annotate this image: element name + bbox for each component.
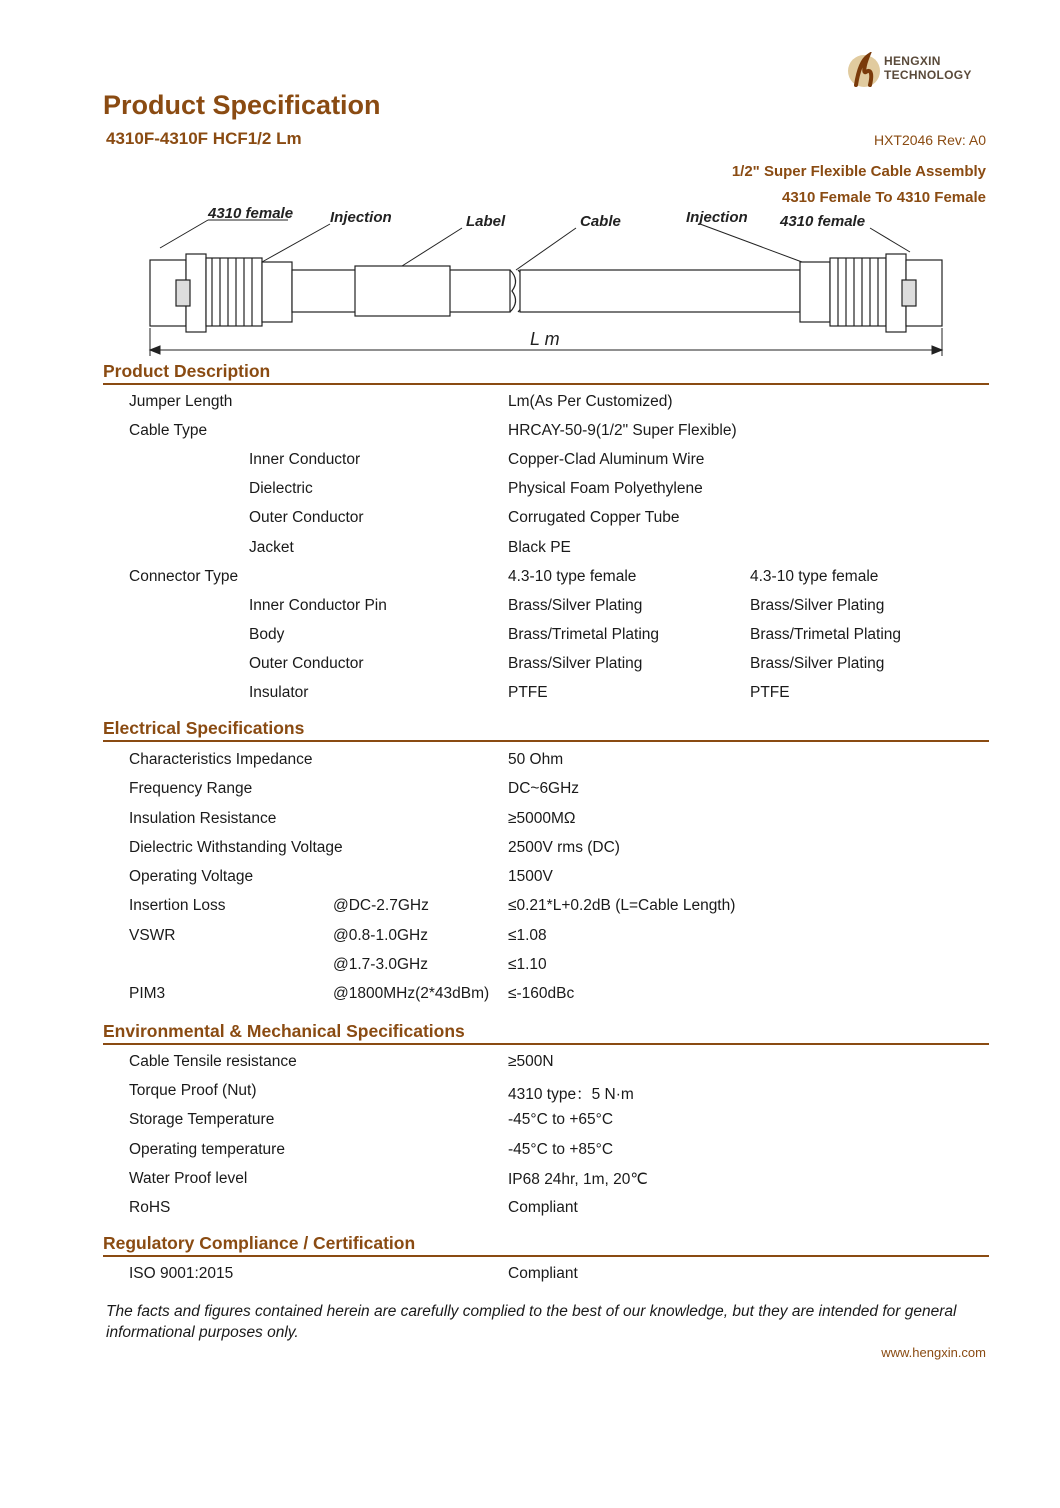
cable-assembly-diagram xyxy=(140,200,960,360)
spec-value: HRCAY-50-9(1/2" Super Flexible) xyxy=(508,422,737,440)
section-electrical xyxy=(103,718,989,742)
right-injection xyxy=(800,262,830,322)
table-row xyxy=(0,509,1060,538)
spec-subname: Inner Conductor Pin xyxy=(249,596,387,614)
spec-value: ≤-160dBc xyxy=(508,985,575,1002)
table-row xyxy=(0,780,1060,809)
table-row xyxy=(0,1082,1060,1111)
spec-name: Characteristics Impedance xyxy=(129,751,313,768)
section-regulatory xyxy=(103,1233,989,1257)
spec-subname: Dielectric xyxy=(249,480,313,498)
section-title: Regulatory Compliance / Certification xyxy=(103,1233,416,1253)
spec-value: Lm(As Per Customized) xyxy=(508,393,673,410)
table-row xyxy=(0,985,1060,1014)
spec-name: ISO 9001:2015 xyxy=(129,1265,234,1282)
spec-value: Brass/Silver Plating xyxy=(508,596,643,614)
spec-value-2: Brass/Silver Plating xyxy=(750,596,885,614)
spec-value-2: Brass/Trimetal Plating xyxy=(750,625,902,643)
table-row xyxy=(0,451,1060,480)
spec-value: ≥5000MΩ xyxy=(508,809,576,827)
left-connector-body xyxy=(206,258,262,326)
spec-value: 50 Ohm xyxy=(508,751,564,768)
spec-subname: Outer Conductor xyxy=(249,509,364,527)
table-row xyxy=(0,810,1060,839)
label-injection-left: Injection xyxy=(330,209,392,226)
table-row xyxy=(0,956,1060,985)
spec-value: Corrugated Copper Tube xyxy=(508,509,680,527)
spec-value: DC~6GHz xyxy=(508,780,580,798)
label-left-connector: 4310 female xyxy=(208,205,294,222)
table-row xyxy=(0,393,1060,422)
website-link[interactable]: www.hengxin.com xyxy=(881,1345,986,1360)
table-row xyxy=(0,684,1060,713)
table-row xyxy=(0,1199,1060,1228)
spec-name: Frequency Range xyxy=(129,780,253,798)
table-row xyxy=(0,626,1060,655)
label-label: Label xyxy=(466,213,506,230)
spec-subname: Inner Conductor xyxy=(249,451,361,469)
spec-condition: @1800MHz(2*43dBm) xyxy=(333,985,490,1002)
spec-name: Torque Proof (Nut) xyxy=(129,1082,257,1100)
spec-value: 4.3-10 type female xyxy=(508,567,637,585)
product-subtitle-2: 4310 Female To 4310 Female xyxy=(781,189,986,206)
spec-name: RoHS xyxy=(129,1199,171,1216)
spec-value: 2500V rms (DC) xyxy=(508,838,620,856)
spec-name: Operating Voltage xyxy=(129,868,254,885)
table-row xyxy=(0,897,1060,926)
table-row xyxy=(0,1141,1060,1170)
cable-right xyxy=(520,270,800,312)
label-right-connector: 4310 female xyxy=(780,213,866,230)
label-injection-right: Injection xyxy=(686,209,748,226)
table-row xyxy=(0,597,1060,626)
spec-name: Insertion Loss xyxy=(129,897,226,915)
spec-value: 4310 type：5 N·m xyxy=(508,1086,634,1104)
table-row xyxy=(0,568,1060,597)
spec-value: Brass/Silver Plating xyxy=(508,654,643,672)
left-injection xyxy=(262,262,292,322)
brand-line-2: TECHNOLOGY xyxy=(884,68,972,82)
spec-value: 1500V xyxy=(508,868,553,885)
spec-name: VSWR xyxy=(129,926,176,944)
disclaimer-text: The facts and figures contained herein are carefully complied to the best of our knowledge, but they are intended for general informational purposes only. xyxy=(106,1303,957,1341)
spec-condition: @1.7-3.0GHz xyxy=(333,955,428,973)
spec-condition: @0.8-1.0GHz xyxy=(333,926,428,944)
spec-value-2: PTFE xyxy=(750,684,790,701)
spec-value: -45°C to +85°C xyxy=(508,1140,614,1158)
spec-name: PIM3 xyxy=(129,985,166,1002)
page-title: Product Specification xyxy=(103,90,381,120)
table-row xyxy=(0,751,1060,780)
spec-value: Copper-Clad Aluminum Wire xyxy=(508,451,705,469)
product-subtitle: 1/2" Super Flexible Cable Assembly xyxy=(731,163,986,180)
spec-name: Water Proof level xyxy=(129,1169,248,1187)
spec-value: -45°C to +65°C xyxy=(508,1111,614,1129)
section-title: Environmental & Mechanical Specifications xyxy=(103,1021,465,1041)
spec-subname: Jacket xyxy=(249,538,294,556)
table-row xyxy=(0,1170,1060,1199)
spec-name: Jumper Length xyxy=(129,393,233,410)
table-row xyxy=(0,1265,1060,1294)
hengxin-logo-icon xyxy=(846,52,882,90)
spec-name: Cable Tensile resistance xyxy=(129,1053,297,1070)
cable-label-sleeve xyxy=(355,266,450,316)
table-row xyxy=(0,868,1060,897)
spec-value-2: 4.3-10 type female xyxy=(750,567,879,585)
section-title: Product Description xyxy=(103,361,271,381)
table-row xyxy=(0,539,1060,568)
document-id: HXT2046 Rev: A0 xyxy=(873,132,986,148)
spec-value: ≤1.08 xyxy=(508,926,547,944)
model-number: 4310F-4310F HCF1/2 Lm xyxy=(106,129,302,148)
spec-value: ≤0.21*L+0.2dB (L=Cable Length) xyxy=(508,897,736,915)
spec-value: IP68 24hr, 1m, 20℃ xyxy=(508,1170,648,1188)
spec-value: Physical Foam Polyethylene xyxy=(508,480,703,498)
spec-name: Dielectric Withstanding Voltage xyxy=(129,838,343,856)
label-cable: Cable xyxy=(580,213,621,230)
section-title: Electrical Specifications xyxy=(103,718,305,738)
table-row xyxy=(0,655,1060,684)
brand-line-1: HENGXIN xyxy=(884,54,941,68)
table-row xyxy=(0,1053,1060,1082)
spec-value: ≥500N xyxy=(508,1053,554,1070)
table-row xyxy=(0,927,1060,956)
table-row xyxy=(0,480,1060,509)
length-label: L m xyxy=(530,329,560,349)
spec-value-2: Brass/Silver Plating xyxy=(750,654,885,672)
table-row xyxy=(0,839,1060,868)
spec-condition: @DC-2.7GHz xyxy=(333,897,429,915)
spec-name: Storage Temperature xyxy=(129,1111,275,1129)
table-row xyxy=(0,422,1060,451)
spec-subname: Insulator xyxy=(249,684,309,701)
spec-name: Operating temperature xyxy=(129,1140,285,1158)
spec-value: PTFE xyxy=(508,684,548,701)
section-product-description xyxy=(103,361,989,385)
spec-value: Black PE xyxy=(508,538,571,556)
spec-value: Compliant xyxy=(508,1265,578,1282)
spec-value: Compliant xyxy=(508,1199,578,1216)
spec-value: ≤1.10 xyxy=(508,955,547,973)
spec-name: Connector Type xyxy=(129,567,239,585)
spec-value: Brass/Trimetal Plating xyxy=(508,625,660,643)
spec-subname: Outer Conductor xyxy=(249,654,364,672)
section-environmental xyxy=(103,1021,989,1045)
table-row xyxy=(0,1111,1060,1140)
company-logo xyxy=(846,52,996,92)
spec-name: Cable Type xyxy=(129,422,208,440)
spec-name: Insulation Resistance xyxy=(129,809,277,827)
spec-subname: Body xyxy=(249,625,285,643)
